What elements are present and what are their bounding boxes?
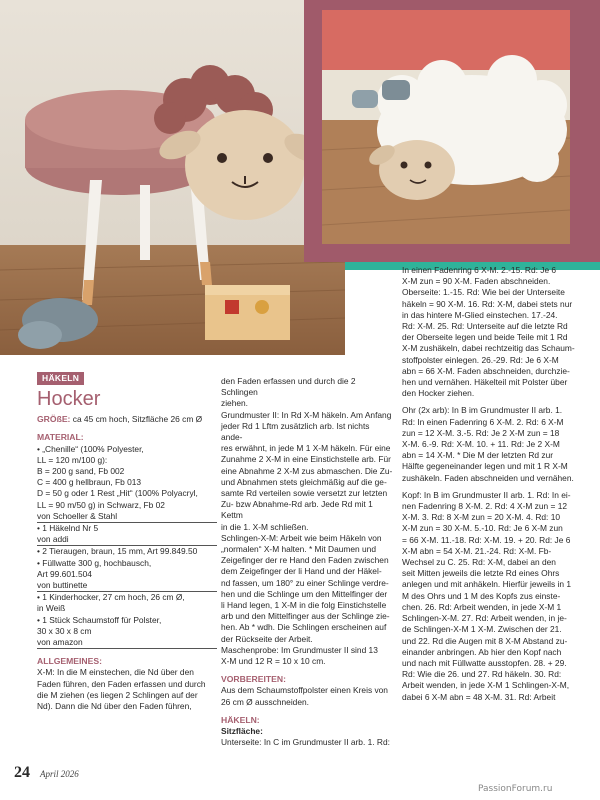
text-line: dem Zeigefinger der li Hand und der Häkel-: [221, 566, 382, 577]
watermark: PassionForum.ru: [478, 784, 553, 794]
text-line: in Weiß: [37, 603, 66, 614]
size-text: ca 45 cm hoch, Sitzfläche 26 cm Ø: [72, 414, 203, 425]
text-line: Zu- bzw Abnahme-Rd arb. Jede Rd mit 1 Kettm: [221, 499, 373, 521]
material-list: [37, 444, 217, 650]
text-line: Kopf: In B im Grundmuster II arb. 1. Rd: In ei-: [402, 489, 571, 500]
text-line: dabei 6 X-M abn = 48 X-M. 31. Rd: Arbeit: [402, 691, 556, 702]
size-line: [37, 414, 217, 425]
text-line: • Füllwatte 300 g, hochbausch,: [37, 557, 152, 568]
text-line: und Abnahmen stets gleichmäßig auf die ge-: [221, 476, 387, 487]
text-line: Ohr (2x arb): In B im Grundmuster II arb. 1.: [402, 405, 563, 416]
text-line: X-M zushäkeln, dabei rechtzeitig das Schaum-: [402, 343, 575, 354]
text-line: hen und vernähen. Häkelteil mit Polster über: [402, 377, 568, 388]
text-line: in die 1. X-M schließen.: [221, 521, 309, 532]
text-line: M des Ohrs und 1 M des Kopfs zus einste-: [402, 590, 561, 601]
size-label: GRÖßE:: [37, 414, 71, 425]
text-line: Zeigefinger der re Hand den Faden zwischen: [221, 555, 389, 566]
issue-date: April 2026: [40, 769, 79, 779]
text-line: den Faden erfassen und durch die 2 Schlingen: [221, 376, 356, 398]
text-line: und nach mit Füllwatte ausstopfen. 28. + 29.: [402, 657, 567, 668]
text-line: • 1 Häkelnd Nr 5: [37, 523, 99, 534]
text-line: = 66 X-M. 11.-18. Rd: X-M. 19. + 20. Rd: Je 6: [402, 534, 571, 545]
text-line: Zunahme 2 X-M in eine Einstichstelle arb. Für: [221, 454, 391, 465]
text-line: Schlingen-X-M: Arbeit wie beim Häkeln von: [221, 532, 382, 543]
text-line: Aus dem Schaumstoffpolster einen Kreis von: [221, 685, 388, 696]
text-line: In einen Fadenring 6 X-M. 2.-15. Rd: Je 6: [402, 265, 557, 275]
text-line: X-M und 12 R = 10 x 10 cm.: [221, 656, 326, 667]
text-line: zun = 12 X-M. 3.-5. Rd: Je 2 X-M zun = 18: [402, 427, 560, 438]
prep-text: [221, 685, 393, 707]
sheep-rug-illustration: [322, 10, 570, 244]
text-line: B = 200 g sand, Fb 002: [37, 466, 125, 477]
text-line: ziehen.: [221, 398, 249, 409]
text-line: nen Fadenring 8 X-M. 2. Rd: 4 X-M zun = 12: [402, 501, 568, 512]
seat-label: Sitzfläche:: [221, 726, 263, 737]
page-number: 24: [14, 764, 30, 781]
text-line: LL = 120 m/100 g):: [37, 454, 108, 465]
text-line: arb und den Mittelfinger aus der Schlinge zie-: [221, 611, 390, 622]
text-line: stoffpolster einlegen. 26.-29. Rd: Je 6 X-M: [402, 354, 559, 365]
text-line: zushäkeln. Faden abschneiden und vernähen.: [402, 472, 574, 483]
text-line: li Hand legen, 1 X-M in die folg Einstichstelle: [221, 600, 387, 611]
text-line: Art 99.601.504: [37, 568, 92, 579]
text-line: jeder Rd 1 Lftm zusätzlich arb. Ist nichts ande-: [221, 420, 370, 443]
pattern-instructions: [221, 376, 393, 667]
text-line: Rd: X-M. 25. Rd: Unterseite auf die letzte Rd: [402, 321, 568, 332]
text-line: abn = 66 X-M. Faden abschneiden, durchzie-: [402, 365, 570, 376]
pattern-continued: [402, 265, 582, 703]
sheep-rug-photo: [322, 10, 570, 244]
text-line: Oberseite: 1.-15. Rd: Wie bei der Unterseite: [402, 287, 565, 298]
column-2: [221, 376, 393, 749]
text-line: • 1 Kinderhocker, 27 cm hoch, 26 cm Ø,: [37, 592, 185, 603]
text-line: X-M zun = 90 X-M. Faden abschneiden.: [402, 276, 551, 287]
text-line: de Schlingen-X-M 1 X-M. Zwischen der 21.: [402, 624, 562, 635]
text-line: Rd: In einen Fadenring 6 X-M. 2. Rd: 6 X-M: [402, 416, 564, 427]
text-line: hen. Ab * wdh. Die Schlingen erscheinen auf: [221, 622, 387, 633]
text-line: von buttinette: [37, 580, 217, 592]
text-line: 30 x 30 x 8 cm: [37, 625, 92, 636]
text-line: Wechsel zu C. 25. Rd: X-M, dabei an den: [402, 557, 556, 568]
text-line: „normalen“ X-M halten. * Mit Daumen und: [221, 544, 377, 555]
seat-line: Unterseite: In C im Grundmuster II arb. 1. Rd:: [221, 737, 390, 748]
text-line: X-M. 6.-9. Rd: X-M. 10. + 11. Rd: Je 2 X-M: [402, 439, 560, 450]
text-line: einander anbringen. Ab hier den Kopf nach: [402, 646, 562, 657]
text-line: Nd). Dann die Nd über den Faden führen,: [37, 701, 192, 712]
text-line: den Hocker ziehen.: [402, 388, 475, 399]
text-line: häkeln = 90 X-M. 16. Rd: X-M, dabei stets nur: [402, 298, 573, 309]
text-line: anlegen und mit anhäkeln. Hierfür jeweils in 1: [402, 579, 571, 590]
text-line: • „Chenille“ (100% Polyester,: [37, 443, 144, 454]
text-line: eine Abnahme 2 X-M zus abmaschen. Die Zu-: [221, 465, 393, 476]
text-line: von Schoeller & Stahl: [37, 511, 217, 523]
text-line: Grundmuster II: In Rd X-M häkeln. Am Anfang: [221, 409, 392, 420]
text-line: seit Mitten jeweils die letzte Rd eines Ohrs: [402, 568, 560, 579]
text-line: der Oberseite legen und beide Teile mit 1 Rd: [402, 332, 568, 343]
text-line: res erwähnt, in jede M 1 X-M häkeln. Für eine: [221, 443, 391, 454]
text-line: Schlingen-X-M. 27. Rd: Arbeit wenden, in je-: [402, 613, 567, 624]
column-1: [37, 372, 217, 712]
category-badge: HÄKELN: [37, 372, 84, 385]
text-line: samte Rd verteilen sowie versetzt zur letzten: [221, 488, 388, 499]
text-line: X-M: In die M einstechen, die Nd über den: [37, 667, 194, 678]
text-line: C = 400 g hellbraun, Fb 013: [37, 477, 142, 488]
text-line: 26 cm Ø ausschneiden.: [221, 696, 309, 707]
text-line: von addi: [37, 534, 217, 546]
text-line: X-M zun = 30 X-M. 5.-10. Rd: Je 6 X-M zun: [402, 523, 563, 534]
page-title: Hocker: [37, 388, 101, 411]
prep-label: VORBEREITEN:: [221, 674, 286, 685]
text-line: und 22. Rd die Augen mit 8 X-M Abstand zu-: [402, 635, 568, 646]
text-line: X-M. 3. Rd: 8 X-M zun = 20 X-M. 4. Rd: 10: [402, 512, 561, 523]
text-line: hen und die Schlinge um den Mittelfinger der: [221, 588, 388, 599]
text-line: X-M abn = 54 X-M. 21.-24. Rd: X-M. Fb-: [402, 545, 552, 556]
text-line: abn = 14 X-M. * Die M der letzten Rd zur: [402, 450, 554, 461]
sheep-stool-photo: [0, 0, 345, 355]
text-line: Arbeit wenden, in jede X-M 1 Schlingen-X-M,: [402, 680, 570, 691]
page-footer: [14, 764, 79, 782]
text-line: LL = 90 m/50 g) in Schwarz, Fb 02: [37, 499, 165, 510]
text-line: der Rückseite der Arbeit.: [221, 633, 313, 644]
column-3: [402, 265, 582, 703]
text-line: Hälfte gegeneinander legen und mit 1 R X-M: [402, 461, 568, 472]
text-line: Faden führen, den Faden erfassen und durch: [37, 678, 206, 689]
text-line: von amazon: [37, 637, 217, 649]
text-line: die M ziehen (es liegen 2 Schlingen auf der: [37, 689, 198, 700]
text-line: D = 50 g oder 1 Rest „Hit“ (100% Polyacryl,: [37, 488, 198, 499]
text-line: Maschenprobe: Im Grundmuster II sind 13: [221, 644, 378, 655]
sheep-stool-illustration: [0, 0, 345, 355]
text-line: chen. 26. Rd: Arbeit wenden, in jede X-M 1: [402, 601, 562, 612]
text-line: • 1 Stück Schaumstoff für Polster,: [37, 614, 162, 625]
crochet-label: HÄKELN:: [221, 714, 260, 725]
text-line: Rd: Wie die 26. und 27. Rd häkeln. 30. Rd:: [402, 669, 562, 680]
text-line: nd fassen, um 180° zu einer Schlinge verdre-: [221, 577, 389, 588]
text-line: in das hintere M-Glied einstechen. 17.-24.: [402, 309, 558, 320]
text-line: • 2 Tieraugen, braun, 15 mm, Art 99.849.50: [37, 546, 198, 557]
general-text: [37, 667, 217, 712]
general-label: ALLGEMEINES:: [37, 656, 102, 667]
material-label: MATERIAL:: [37, 432, 84, 443]
